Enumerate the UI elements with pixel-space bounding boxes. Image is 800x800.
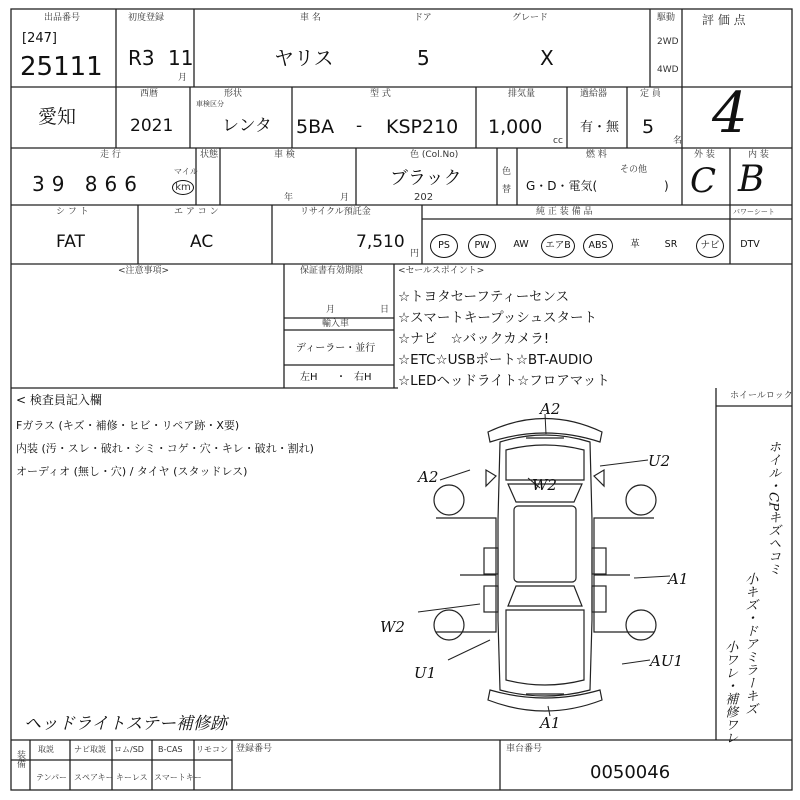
equip-leather: 革 <box>630 239 640 250</box>
vertical-note-mirror: 小キズ・ドアミラーキズ <box>742 572 758 715</box>
mark-w2-roof: W2 <box>532 476 557 494</box>
footer-item-keyless: キーレス <box>116 773 148 782</box>
doors-value: 5 <box>417 46 430 70</box>
model-prefix: 5BA <box>296 116 335 138</box>
footer-item-manual: 取説 <box>38 745 54 754</box>
inspector-line-audio: オーディオ (無し・穴) / タイヤ (スタッドレス) <box>16 465 248 478</box>
car-name: ヤリス <box>274 46 334 70</box>
label-displacement: 排気量 <box>508 89 536 99</box>
equip-aw: AW <box>513 239 529 250</box>
inspector-line-interior: 内装 (汚・スレ・破れ・シミ・コゲ・穴・キレ・破れ・割れ) <box>16 442 314 455</box>
mark-a2-front: A2 <box>540 400 561 418</box>
footer-item-temper: テンパー <box>36 773 68 782</box>
mark-au1: AU1 <box>650 652 684 670</box>
mileage-value: 39 866 <box>32 172 144 196</box>
vertical-note-wheel: ホイル・CPキズヘコミ <box>765 440 781 576</box>
equip-sr: SR <box>664 239 678 250</box>
drive-2wd: 2WD <box>657 37 679 47</box>
label-lot-no: 出品番号 <box>44 13 81 23</box>
footer-item-bcas: B-CAS <box>158 745 183 754</box>
recycle-unit: 円 <box>410 249 420 259</box>
footer-equip-label: 装備 <box>15 750 25 768</box>
equip-ps: PS <box>430 234 458 258</box>
label-color: 色 (Col.No) <box>410 150 459 160</box>
label-exterior: 外 装 <box>694 150 715 160</box>
label-import: 輸入車 <box>322 319 350 329</box>
lot-number: 25111 <box>20 52 103 82</box>
capacity-value: 5 <box>642 116 655 138</box>
model-dash: - <box>356 116 363 136</box>
label-wheel-lock: ホイールロック <box>730 391 793 401</box>
footer-item-remote: リモコン <box>196 745 228 754</box>
region: 愛知 <box>38 106 77 128</box>
equip-dtv: DTV <box>740 239 760 250</box>
mark-a1-rear: A1 <box>540 714 561 732</box>
sales-point: ☆LEDヘッドライト☆フロアマット <box>398 373 610 389</box>
label-score: 評 価 点 <box>702 13 746 27</box>
label-form: 形状 <box>224 89 243 99</box>
mileage-unit-mile: マイル <box>174 167 198 176</box>
label-equipment: 純 正 装 備 品 <box>536 207 593 217</box>
footer-item-rom: ロム/SD <box>114 745 144 754</box>
label-model: 型 式 <box>370 89 391 99</box>
grade-value: X <box>540 46 554 70</box>
mark-u2: U2 <box>648 452 671 470</box>
label-recycle: リサイクル預託金 <box>300 207 371 217</box>
label-grade: グレード <box>512 13 549 23</box>
handwritten-note: ヘッドライトステー補修跡 <box>24 714 227 734</box>
footer-item-spare-key: スペアキー <box>74 773 114 782</box>
reg-month-unit: 月 <box>178 73 188 83</box>
label-sales-points: <セールスポイント> <box>398 266 485 276</box>
label-mileage: 走 行 <box>100 150 121 160</box>
mileage-unit-km: km <box>172 180 194 195</box>
sales-point: ☆トヨタセーフティーセンス <box>398 289 570 305</box>
warranty-day: 日 <box>380 305 390 315</box>
interior-grade: B <box>738 159 765 200</box>
label-interior: 内 装 <box>748 150 769 160</box>
label-shift: シ フ ト <box>56 207 89 217</box>
label-capacity: 定 員 <box>640 89 661 99</box>
mark-w2-side: W2 <box>380 618 405 636</box>
equip-abs: ABS <box>583 234 613 258</box>
label-inspector: < 検査員記入欄 <box>16 393 102 407</box>
label-notes: <注意事項> <box>118 266 170 276</box>
label-category: 車検区分 <box>196 100 224 108</box>
steering-left: 左H <box>300 372 318 383</box>
lot-sub-number: [247] <box>22 31 57 46</box>
sales-point: ☆ETC☆USBポート☆BT-AUDIO <box>398 352 593 368</box>
exterior-grade: C <box>690 161 717 201</box>
label-inspection: 車 検 <box>274 150 295 160</box>
color-code: 202 <box>414 192 434 203</box>
label-drive: 駆動 <box>657 13 676 23</box>
footer-item-smartkey: スマートキー <box>154 773 202 782</box>
shift-value: FAT <box>56 232 85 252</box>
label-warranty: 保証書有効期限 <box>300 266 364 276</box>
mark-a1-right: A1 <box>668 570 689 588</box>
warranty-month: 月 <box>326 305 336 315</box>
label-chassis-no: 車台番号 <box>506 744 543 754</box>
label-first-reg: 初度登録 <box>128 13 165 23</box>
reg-month: 11 <box>168 46 194 70</box>
equip-pw: PW <box>468 234 496 258</box>
color-name: ブラック <box>390 168 462 189</box>
equip-airbag: エアB <box>541 234 575 258</box>
mark-a2-left: A2 <box>418 468 439 486</box>
score-value: 4 <box>712 81 748 146</box>
steering-dot: ・ <box>336 372 346 383</box>
form-value: レンタ <box>222 116 272 136</box>
paint-label-a: 色 <box>502 167 512 177</box>
displacement-value: 1,000 <box>488 116 543 138</box>
mark-u1: U1 <box>414 664 437 682</box>
label-year: 西暦 <box>140 89 159 99</box>
equip-navi: ナビ <box>696 234 724 258</box>
ac-value: AC <box>190 232 214 252</box>
turbo-value: 有・無 <box>580 120 620 135</box>
inspection-year-unit: 年 <box>284 193 294 203</box>
reg-year-ad: 2021 <box>130 116 174 136</box>
drive-4wd: 4WD <box>657 65 679 75</box>
label-turbo: 過給器 <box>580 89 608 99</box>
label-fuel: 燃 料 <box>586 150 607 160</box>
sales-point: ☆スマートキープッシュスタート <box>398 310 597 326</box>
label-power-seat: パワーシート <box>733 208 775 216</box>
sales-point: ☆ナビ ☆バックカメラ! <box>398 331 550 347</box>
footer-item-navi-manual: ナビ取説 <box>74 745 106 754</box>
paint-label-b: 替 <box>502 185 512 195</box>
label-doors: ドア <box>414 13 432 23</box>
label-condition: 状態 <box>200 150 219 160</box>
import-dealer: ディーラー・並行 <box>296 343 376 354</box>
capacity-unit: 名 <box>673 136 683 146</box>
steering-right: 右H <box>354 372 372 383</box>
reg-era: R3 <box>128 46 155 70</box>
fuel-options: G・D・電気( <box>526 179 598 193</box>
label-other: その他 <box>620 165 648 175</box>
recycle-value: 7,510 <box>356 232 405 252</box>
inspection-month-unit: 月 <box>340 193 350 203</box>
label-registration-no: 登録番号 <box>236 744 273 754</box>
label-car-name: 車 名 <box>300 13 321 23</box>
inspector-line-glass: Fガラス (キズ・補修・ヒビ・リペア跡・X要) <box>16 419 240 432</box>
vertical-note-crack: 小ワレ・補修ワレ <box>722 640 738 744</box>
chassis-number: 0050046 <box>590 762 671 783</box>
fuel-close: ) <box>664 179 669 193</box>
model-value: KSP210 <box>386 116 459 138</box>
label-ac: エ ア コ ン <box>174 207 219 217</box>
displacement-unit: cc <box>553 136 563 146</box>
